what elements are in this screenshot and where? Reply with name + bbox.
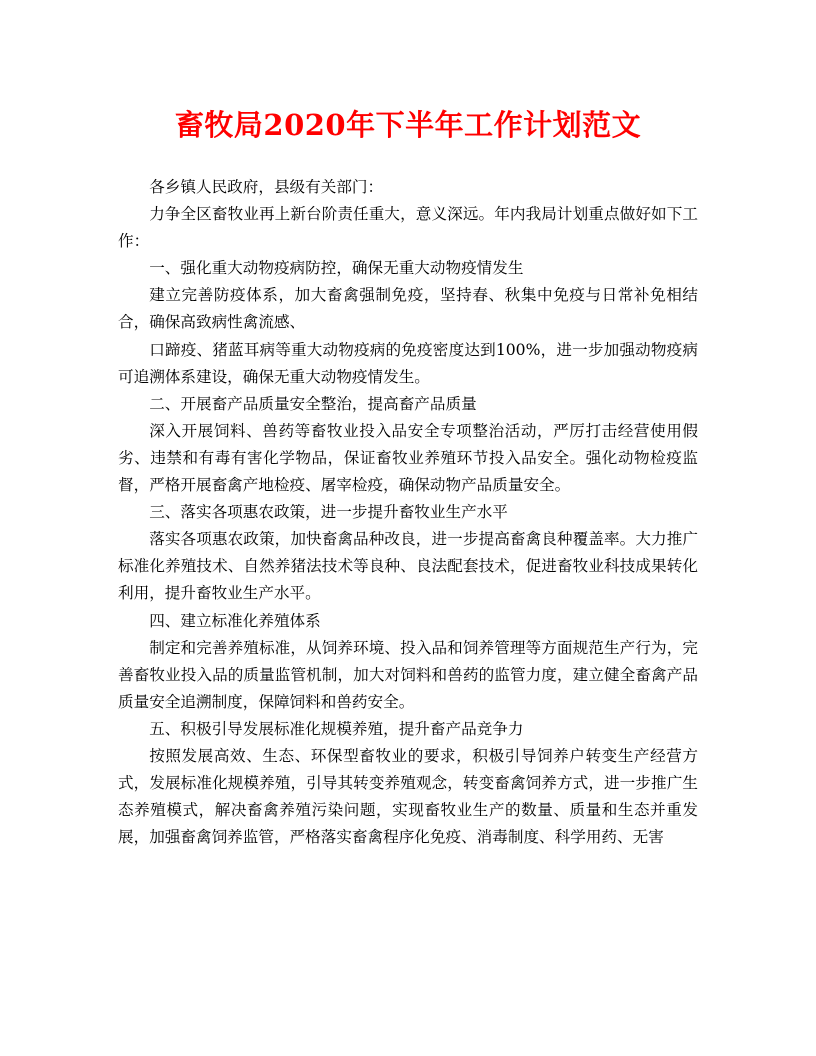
paragraph: 建立完善防疫体系，加大畜禽强制免疫，坚持春、秋集中免疫与日常补免相结合，确保高致病性禽流感、	[118, 286, 698, 332]
paragraph: 口蹄疫、猪蓝耳病等重大动物疫病的免疫密度达到100%，进一步加强动物疫病可追溯体系建设，确保无重大动物疫情发生。	[118, 340, 698, 386]
paragraph: 落实各项惠农政策，加快畜禽品种改良，进一步提高畜禽良种覆盖率。大力推广标准化养殖技术、自然养猪法技术等良种、良法配套技术，促进畜牧业科技成果转化利用，提升畜牧业生产水平。	[118, 530, 698, 603]
paragraph-salutation: 各乡镇人民政府，县级有关部门：	[149, 178, 384, 196]
paragraph: 深入开展饲料、兽药等畜牧业投入品安全专项整治活动，严厉打击经营使用假劣、违禁和有毒有害化学物品，保证畜牧业养殖环节投入品安全。强化动物检疫监督，严格开展畜禽产地检疫、屠宰检疫，确保动物产品质量安全。	[118, 421, 698, 495]
section-heading-5: 五、积极引导发展标准化规模养殖，提升畜产品竞争力	[149, 719, 524, 738]
paragraph: 制定和完善养殖标准，从饲养环境、投入品和饲养管理等方面规范生产行为，完善畜牧业投入品的质量监管机制，加大对饲料和兽药的监管力度，建立健全畜禽产品质量安全追溯制度，保障饲料和兽药安全。	[118, 638, 698, 711]
section-heading-4: 四、建立标准化养殖体系	[149, 611, 321, 630]
paragraph-intro: 力争全区畜牧业再上新台阶责任重大，意义深远。年内我局计划重点做好如下工作：	[118, 205, 698, 251]
paragraph: 按照发展高效、生态、环保型畜牧业的要求，积极引导饲养户转变生产经营方式，发展标准化规模养殖，引导其转变养殖观念，转变畜禽饲养方式，进一步推广生态养殖模式，解决畜禽养殖污染问题，实现畜牧业生产的数量、质量和生态并重发展，加强畜禽饲养监管，严格落实畜禽程序化免疫、消毒制度、科学用药、无害	[118, 746, 698, 847]
document-body	[118, 174, 698, 851]
section-heading-1: 一、强化重大动物疫病防控，确保无重大动物疫情发生	[149, 259, 524, 278]
section-heading-2: 二、开展畜产品质量安全整治，提高畜产品质量	[149, 394, 477, 413]
document-title: 畜牧局2020年下半年工作计划范文	[174, 108, 642, 142]
section-heading-3: 三、落实各项惠农政策，进一步提升畜牧业生产水平	[149, 503, 508, 522]
